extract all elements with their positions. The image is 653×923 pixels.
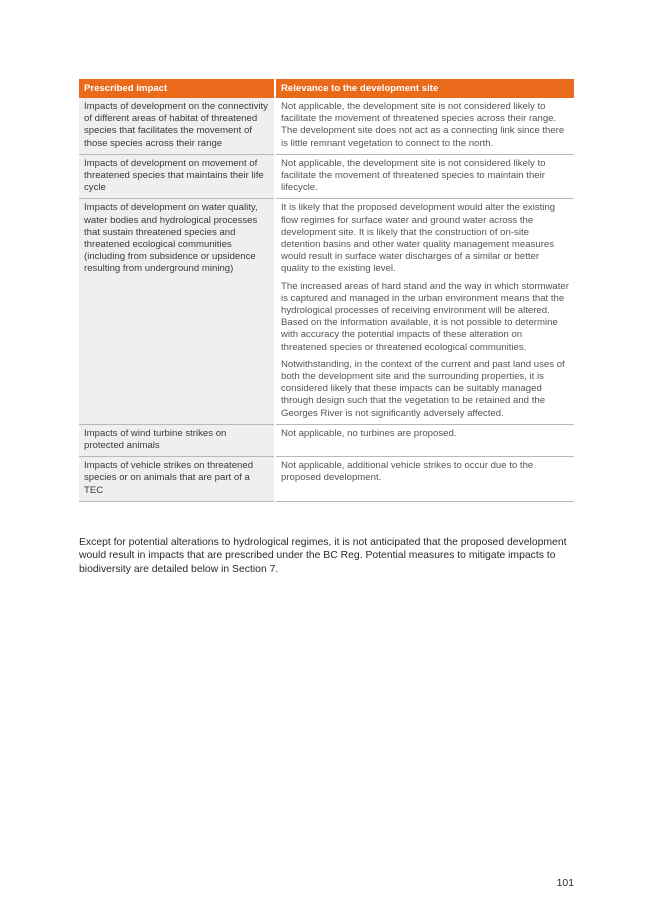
impact-cell: Impacts of development on movement of threatened species that maintains their life cycle bbox=[79, 154, 275, 199]
relevance-paragraph: The increased areas of hard stand and the way in which stormwater is captured and managed in the urban environment means that the hydrological processes of receiving environment will be altered. Based on the information available, it is not possible to determine with accuracy the potential impacts of these alteration on threatened species or threatened ecological communities. bbox=[281, 280, 569, 353]
table-row bbox=[79, 424, 574, 456]
relevance-cell bbox=[275, 98, 574, 154]
relevance-cell bbox=[275, 457, 574, 502]
relevance-paragraph: Not applicable, the development site is not considered likely to facilitate the movement of threatened species across their range. The development site does not act as a connecting link since there is little remnant vegetation to connect to the north. bbox=[281, 101, 565, 149]
table-header-row bbox=[79, 79, 574, 98]
relevance-cell bbox=[275, 424, 574, 456]
relevance-cell bbox=[275, 199, 574, 424]
table-body bbox=[79, 98, 574, 501]
relevance-paragraph: Not applicable, no turbines are proposed. bbox=[281, 427, 457, 439]
table-row bbox=[79, 154, 574, 199]
impact-cell: Impacts of development on the connectivity of different areas of habitat of threatened species that facilitates the movement of those species across their range bbox=[79, 98, 275, 154]
relevance-cell bbox=[275, 154, 574, 199]
prescribed-impacts-table bbox=[79, 79, 574, 502]
header-relevance: Relevance to the development site bbox=[275, 79, 574, 98]
impact-cell: Impacts of wind turbine strikes on protected animals bbox=[79, 424, 275, 456]
impact-cell: Impacts of vehicle strikes on threatened species or on animals that are part of a TEC bbox=[79, 457, 275, 502]
summary-paragraph: Except for potential alterations to hydrological regimes, it is not anticipated that the proposed development would result in impacts that are prescribed under the BC Reg. Potential measures to mitigate impacts to biodiversity are detailed below in Section 7. bbox=[79, 537, 567, 575]
table-row bbox=[79, 98, 574, 154]
relevance-paragraph: Not applicable, additional vehicle strikes to occur due to the proposed development. bbox=[281, 460, 534, 484]
impact-cell: Impacts of development on water quality, water bodies and hydrological processes that sustain threatened species and threatened ecological communities (including from subsidence or upsidence resulting from underground mining) bbox=[79, 199, 275, 424]
relevance-paragraph: Not applicable, the development site is not considered likely to facilitate the movement of threatened species to maintain their lifecycle. bbox=[281, 157, 546, 194]
relevance-paragraph: It is likely that the proposed development would alter the existing flow regimes for surface water and ground water across the development site. It is likely that the construction of on-site detention basins and other water quality management measures would result in surface water discharges of a similar or better quality to the existing level. bbox=[281, 202, 556, 275]
table-row bbox=[79, 199, 574, 424]
relevance-paragraph: Notwithstanding, in the context of the current and past land uses of both the development site and the surrounding properties, it is considered likely that these impacts can be suitably managed through design such that the vegetation to be retained and the Georges River is not significantly adversely affected. bbox=[281, 358, 565, 419]
page-number: 101 bbox=[556, 878, 574, 889]
header-prescribed-impact: Prescribed impact bbox=[79, 79, 275, 98]
table-row bbox=[79, 457, 574, 502]
